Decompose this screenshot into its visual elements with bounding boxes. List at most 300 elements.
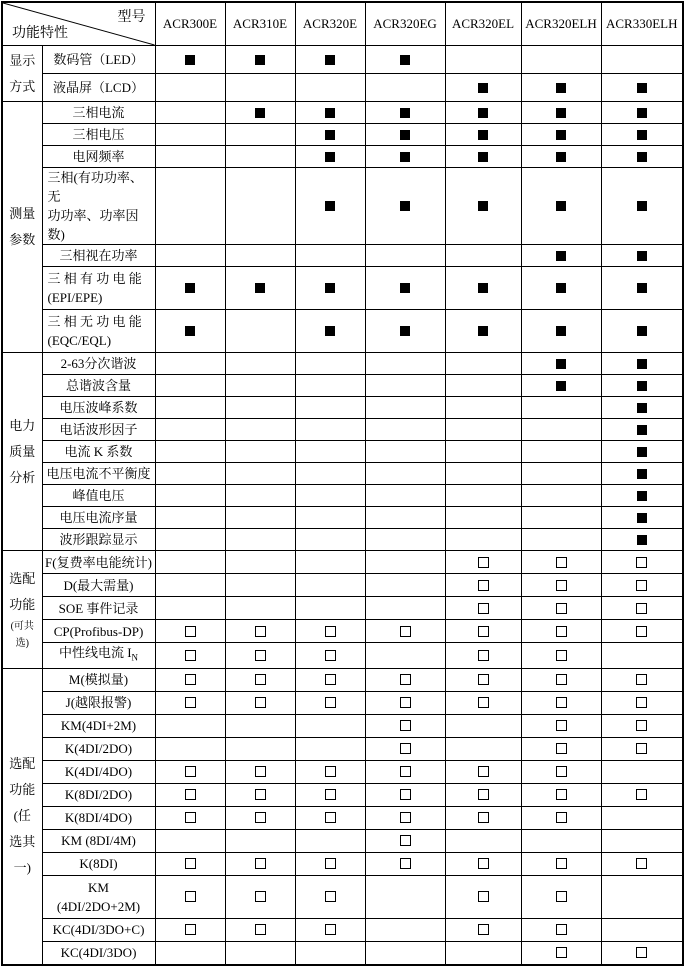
- mark-cell: [365, 146, 445, 168]
- open-square-icon: [400, 789, 411, 800]
- feature-label-cell: [42, 74, 155, 102]
- mark-cell: [521, 102, 601, 124]
- mark-cell: [225, 46, 295, 74]
- mark-cell: [225, 74, 295, 102]
- mark-cell: [445, 102, 521, 124]
- mark-cell: [225, 941, 295, 965]
- mark-cell: [365, 714, 445, 737]
- mark-cell: [365, 441, 445, 463]
- mark-cell: [445, 146, 521, 168]
- mark-cell: [225, 267, 295, 310]
- filled-square-icon: [637, 491, 647, 501]
- mark-cell: [521, 597, 601, 620]
- feature-label-text: K(8DI): [79, 856, 118, 872]
- feature-label-cell: [42, 551, 155, 574]
- mark-cell: [295, 168, 365, 245]
- mark-cell: [225, 620, 295, 643]
- mark-cell: [365, 620, 445, 643]
- mark-cell: [295, 267, 365, 310]
- feature-label-text: 波形跟踪显示: [59, 532, 138, 547]
- mark-cell: [365, 245, 445, 267]
- feature-label-line: [43, 716, 155, 735]
- filled-square-icon: [325, 152, 335, 162]
- group-label-line: 一): [13, 860, 31, 876]
- mark-cell: [365, 597, 445, 620]
- open-square-icon: [556, 891, 567, 902]
- group-label-line: 功能: [9, 597, 36, 613]
- open-square-icon: [185, 924, 196, 935]
- open-square-icon: [325, 766, 336, 777]
- feature-label-text: (4DI/2DO+2M): [56, 898, 141, 914]
- mark-cell: [521, 441, 601, 463]
- feature-label-text: (EPI/EPE): [47, 290, 103, 305]
- mark-cell: [225, 353, 295, 375]
- mark-cell: [365, 375, 445, 397]
- mark-cell: [601, 124, 683, 146]
- mark-cell: [225, 463, 295, 485]
- mark-cell: [445, 574, 521, 597]
- mark-cell: [155, 574, 225, 597]
- mark-cell: [601, 168, 683, 245]
- mark-cell: [601, 146, 683, 168]
- mark-cell: [365, 353, 445, 375]
- open-square-icon: [556, 720, 567, 731]
- column-header-model: ACR330ELH: [601, 2, 683, 46]
- feature-label-text: 电网频率: [72, 149, 125, 164]
- open-square-icon: [255, 891, 266, 902]
- feature-label-cell: [42, 507, 155, 529]
- mark-cell: [155, 146, 225, 168]
- filled-square-icon: [637, 283, 647, 293]
- mark-cell: [445, 124, 521, 146]
- mark-cell: [155, 691, 225, 714]
- mark-cell: [601, 507, 683, 529]
- open-square-icon: [556, 789, 567, 800]
- filled-square-icon: [478, 283, 488, 293]
- mark-cell: [521, 737, 601, 760]
- feature-label-cell: [42, 146, 155, 168]
- open-square-icon: [400, 812, 411, 823]
- filled-square-icon: [185, 326, 195, 336]
- mark-cell: [365, 829, 445, 852]
- open-square-icon: [255, 858, 266, 869]
- filled-square-icon: [556, 283, 566, 293]
- feature-label-line: [43, 125, 155, 144]
- feature-row: [2, 783, 683, 806]
- open-square-icon: [556, 580, 567, 591]
- mark-cell: [521, 46, 601, 74]
- mark-cell: [365, 168, 445, 245]
- open-square-icon: [478, 789, 489, 800]
- feature-label-cell: [42, 918, 155, 941]
- mark-cell: [365, 760, 445, 783]
- group-label-power-quality: [2, 353, 42, 551]
- mark-cell: [601, 691, 683, 714]
- filled-square-icon: [637, 201, 647, 211]
- open-square-icon: [255, 674, 266, 685]
- mark-cell: [155, 941, 225, 965]
- mark-cell: [445, 485, 521, 507]
- mark-cell: [365, 397, 445, 419]
- mark-cell: [155, 485, 225, 507]
- feature-label-text: 电话波形因子: [59, 422, 138, 437]
- mark-cell: [365, 918, 445, 941]
- group-label-measured-params: [2, 102, 42, 353]
- feature-label-line: [43, 785, 155, 804]
- feature-label-cell: [42, 597, 155, 620]
- feature-label-text: 三相视在功率: [59, 248, 138, 263]
- mark-cell: [601, 551, 683, 574]
- feature-label-line: [43, 831, 155, 850]
- filled-square-icon: [637, 152, 647, 162]
- feature-label-text: K(8DI/4DO): [64, 810, 133, 826]
- mark-cell: [225, 574, 295, 597]
- mark-cell: [155, 783, 225, 806]
- mark-cell: [295, 806, 365, 829]
- filled-square-icon: [637, 83, 647, 93]
- feature-label-text: 2-63分次谐波: [60, 356, 137, 371]
- open-square-icon: [556, 743, 567, 754]
- mark-cell: [521, 875, 601, 918]
- open-square-icon: [255, 766, 266, 777]
- feature-row: [2, 529, 683, 551]
- filled-square-icon: [255, 108, 265, 118]
- mark-cell: [521, 620, 601, 643]
- filled-square-icon: [325, 201, 335, 211]
- mark-cell: [295, 597, 365, 620]
- mark-cell: [601, 375, 683, 397]
- mark-cell: [521, 806, 601, 829]
- feature-label-line: [43, 246, 155, 265]
- mark-cell: [521, 74, 601, 102]
- mark-cell: [295, 74, 365, 102]
- feature-row: [2, 620, 683, 643]
- open-square-icon: [478, 891, 489, 902]
- mark-cell: [225, 829, 295, 852]
- group-label-line: 选配: [9, 756, 36, 772]
- column-header-model: ACR320EG: [365, 2, 445, 46]
- open-square-icon: [556, 557, 567, 568]
- mark-cell: [365, 737, 445, 760]
- mark-cell: [225, 806, 295, 829]
- feature-label-cell: [42, 737, 155, 760]
- feature-label-line: [48, 312, 155, 331]
- mark-cell: [601, 597, 683, 620]
- feature-label-text: K(8DI/2DO): [64, 787, 133, 803]
- feature-row: [2, 737, 683, 760]
- feature-label-line: [43, 530, 155, 549]
- mark-cell: [155, 102, 225, 124]
- mark-cell: [295, 829, 365, 852]
- mark-cell: [601, 714, 683, 737]
- open-square-icon: [636, 789, 647, 800]
- mark-cell: [601, 102, 683, 124]
- mark-cell: [225, 691, 295, 714]
- feature-label-cell: [42, 529, 155, 551]
- group-label-line: 方式: [9, 78, 36, 94]
- filled-square-icon: [478, 130, 488, 140]
- mark-cell: [295, 574, 365, 597]
- open-square-icon: [185, 858, 196, 869]
- open-square-icon: [255, 626, 266, 637]
- filled-square-icon: [478, 326, 488, 336]
- mark-cell: [225, 714, 295, 737]
- mark-cell: [521, 419, 601, 441]
- feature-label-text: 功功率、功率因数): [47, 208, 139, 242]
- feature-label-cell: [42, 760, 155, 783]
- mark-cell: [225, 918, 295, 941]
- mark-cell: [365, 783, 445, 806]
- mark-cell: [601, 267, 683, 310]
- mark-cell: [295, 918, 365, 941]
- feature-label-text: K(4DI/2DO): [64, 741, 133, 757]
- feature-label-text: 峰值电压: [72, 488, 125, 503]
- mark-cell: [445, 551, 521, 574]
- feature-label-text: KM: [88, 879, 109, 895]
- feature-label-text: KM (8DI/4M): [61, 833, 136, 849]
- open-square-icon: [556, 947, 567, 958]
- feature-row: [2, 714, 683, 737]
- mark-cell: [445, 714, 521, 737]
- mark-cell: [295, 760, 365, 783]
- group-label-line: 功能: [9, 782, 36, 798]
- mark-cell: [601, 310, 683, 353]
- mark-cell: [365, 691, 445, 714]
- feature-label-text: 液晶屏（LCD）: [52, 80, 144, 95]
- mark-cell: [521, 507, 601, 529]
- filled-square-icon: [255, 55, 265, 65]
- mark-cell: [365, 941, 445, 965]
- open-square-icon: [636, 674, 647, 685]
- filled-square-icon: [556, 359, 566, 369]
- feature-label-line: [43, 398, 155, 417]
- filled-square-icon: [185, 55, 195, 65]
- feature-label-line: [43, 670, 155, 689]
- mark-cell: [155, 737, 225, 760]
- mark-cell: [445, 875, 521, 918]
- group-label-line: 选配: [9, 571, 36, 587]
- feature-label-cell: [42, 267, 155, 310]
- filled-square-icon: [637, 535, 647, 545]
- feature-row: [2, 643, 683, 669]
- open-square-icon: [325, 626, 336, 637]
- filled-square-icon: [478, 108, 488, 118]
- feature-label-line: [43, 854, 155, 873]
- group-label-line: 质量: [9, 443, 36, 459]
- feature-label-text: 数码管（LED）: [53, 52, 144, 67]
- open-square-icon: [255, 650, 266, 661]
- feature-label-text: M(模拟量): [68, 672, 129, 688]
- mark-cell: [445, 267, 521, 310]
- mark-cell: [521, 852, 601, 875]
- feature-label-cell: [42, 574, 155, 597]
- feature-label-line: [43, 920, 155, 939]
- open-square-icon: [185, 650, 196, 661]
- group-label-display-mode: [2, 46, 42, 102]
- filled-square-icon: [400, 108, 410, 118]
- mark-cell: [295, 124, 365, 146]
- open-square-icon: [636, 743, 647, 754]
- feature-label-cell: [42, 441, 155, 463]
- feature-label-cell: [42, 310, 155, 353]
- feature-row: [2, 397, 683, 419]
- mark-cell: [155, 714, 225, 737]
- filled-square-icon: [255, 283, 265, 293]
- mark-cell: [225, 760, 295, 783]
- mark-cell: [445, 760, 521, 783]
- mark-cell: [295, 485, 365, 507]
- mark-cell: [295, 852, 365, 875]
- feature-row: [2, 551, 683, 574]
- mark-cell: [295, 310, 365, 353]
- mark-cell: [155, 918, 225, 941]
- mark-cell: [225, 668, 295, 691]
- filled-square-icon: [478, 83, 488, 93]
- column-header-model: ACR300E: [155, 2, 225, 46]
- mark-cell: [521, 691, 601, 714]
- open-square-icon: [556, 650, 567, 661]
- mark-cell: [521, 551, 601, 574]
- open-square-icon: [185, 766, 196, 777]
- mark-cell: [445, 463, 521, 485]
- open-square-icon: [325, 924, 336, 935]
- mark-cell: [155, 760, 225, 783]
- mark-cell: [295, 643, 365, 669]
- open-square-icon: [556, 858, 567, 869]
- feature-label-line: [43, 576, 155, 595]
- product-feature-matrix-table: [1, 1, 684, 966]
- mark-cell: [155, 353, 225, 375]
- feature-label-line: [43, 897, 155, 916]
- mark-cell: [295, 551, 365, 574]
- mark-cell: [445, 507, 521, 529]
- filled-square-icon: [400, 326, 410, 336]
- mark-cell: [601, 806, 683, 829]
- filled-square-icon: [400, 130, 410, 140]
- mark-cell: [601, 46, 683, 74]
- feature-label-line: [48, 206, 155, 244]
- mark-cell: [445, 643, 521, 669]
- mark-cell: [295, 691, 365, 714]
- feature-label-line: [43, 808, 155, 827]
- feature-label-cell: [42, 46, 155, 74]
- feature-label-text: 三相电流: [72, 105, 125, 120]
- feature-label-cell: [42, 852, 155, 875]
- feature-label-line: [43, 464, 155, 483]
- filled-square-icon: [478, 201, 488, 211]
- filled-square-icon: [637, 359, 647, 369]
- feature-label-text: 三相电压: [72, 127, 125, 142]
- feature-row: [2, 245, 683, 267]
- mark-cell: [601, 668, 683, 691]
- mark-cell: [365, 643, 445, 669]
- mark-cell: [445, 691, 521, 714]
- filled-square-icon: [637, 469, 647, 479]
- feature-row: [2, 574, 683, 597]
- filled-square-icon: [637, 381, 647, 391]
- mark-cell: [295, 620, 365, 643]
- feature-label-cell: [42, 463, 155, 485]
- mark-cell: [295, 102, 365, 124]
- feature-label-text: F(复费率电能统计): [45, 554, 152, 570]
- feature-label-line: [48, 269, 155, 288]
- open-square-icon: [325, 789, 336, 800]
- mark-cell: [225, 397, 295, 419]
- filled-square-icon: [556, 326, 566, 336]
- mark-cell: [445, 168, 521, 245]
- mark-cell: [365, 668, 445, 691]
- mark-cell: [155, 852, 225, 875]
- feature-label-line: [43, 508, 155, 527]
- mark-cell: [445, 737, 521, 760]
- feature-label-line: [48, 168, 155, 206]
- mark-cell: [295, 146, 365, 168]
- filled-square-icon: [400, 55, 410, 65]
- feature-row: [2, 463, 683, 485]
- feature-label-line: [48, 331, 155, 350]
- feature-label-text: 电流 K 系数: [64, 444, 133, 459]
- feature-label-text: 三相(有功功率、无: [47, 170, 143, 204]
- feature-row: [2, 691, 683, 714]
- feature-label-line: [43, 376, 155, 395]
- open-square-icon: [255, 697, 266, 708]
- open-square-icon: [556, 697, 567, 708]
- feature-row: [2, 102, 683, 124]
- mark-cell: [295, 46, 365, 74]
- filled-square-icon: [637, 251, 647, 261]
- mark-cell: [445, 668, 521, 691]
- mark-cell: [295, 783, 365, 806]
- mark-cell: [445, 829, 521, 852]
- column-header-model: ACR310E: [225, 2, 295, 46]
- mark-cell: [365, 310, 445, 353]
- feature-label-line: [43, 599, 155, 618]
- mark-cell: [295, 463, 365, 485]
- mark-cell: [225, 375, 295, 397]
- feature-label-text: J(越限报警): [65, 695, 132, 711]
- feature-label-line: [43, 354, 155, 373]
- feature-label-cell: [42, 941, 155, 965]
- feature-label-text: 电压电流序量: [59, 510, 138, 525]
- feature-label-cell: [42, 245, 155, 267]
- filled-square-icon: [325, 55, 335, 65]
- mark-cell: [445, 397, 521, 419]
- mark-cell: [295, 668, 365, 691]
- mark-cell: [445, 783, 521, 806]
- feature-label-line: [43, 486, 155, 505]
- group-label-optional-exclusive: [2, 668, 42, 965]
- open-square-icon: [478, 580, 489, 591]
- mark-cell: [155, 419, 225, 441]
- mark-cell: [521, 397, 601, 419]
- mark-cell: [521, 485, 601, 507]
- mark-cell: [295, 441, 365, 463]
- mark-cell: [225, 146, 295, 168]
- filled-square-icon: [637, 425, 647, 435]
- filled-square-icon: [400, 152, 410, 162]
- open-square-icon: [556, 924, 567, 935]
- mark-cell: [155, 806, 225, 829]
- feature-row: [2, 168, 683, 245]
- filled-square-icon: [637, 447, 647, 457]
- feature-label-cell: [42, 397, 155, 419]
- mark-cell: [365, 806, 445, 829]
- group-label-line: 测量: [9, 206, 36, 221]
- mark-cell: [155, 597, 225, 620]
- feature-label-line: [43, 643, 155, 668]
- mark-cell: [225, 485, 295, 507]
- feature-label-text: 电压电流不平衡度: [46, 466, 151, 481]
